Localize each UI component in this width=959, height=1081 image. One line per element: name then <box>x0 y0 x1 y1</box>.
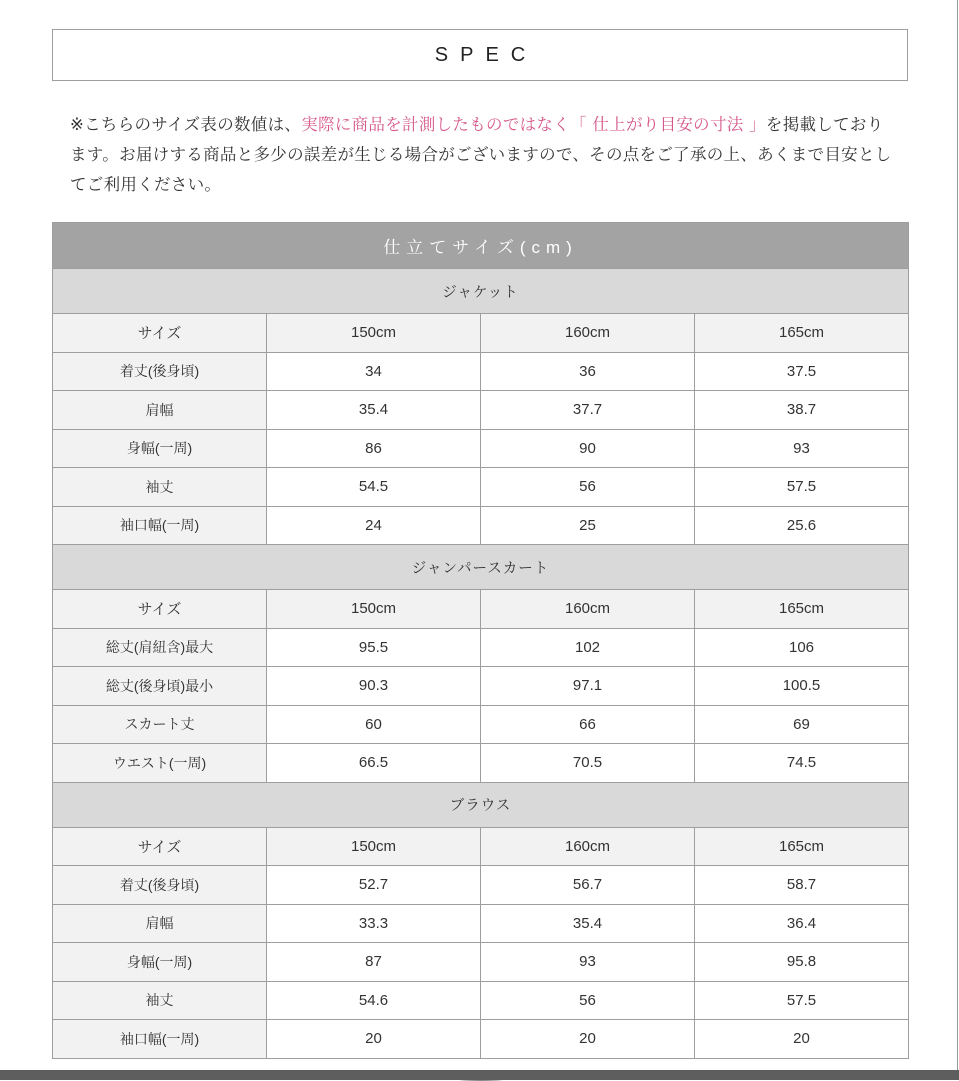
row-label: 総丈(肩紐含)最大 <box>53 628 267 667</box>
cell-value: 74.5 <box>695 744 909 783</box>
section-title: ブラウス <box>53 782 909 827</box>
size-160: 160cm <box>481 314 695 353</box>
cell-value: 66 <box>481 705 695 744</box>
note-highlight: 実際に商品を計測したものではなく「 仕上がり目安の寸法 」 <box>301 115 766 134</box>
size-header-row <box>53 827 909 866</box>
cell-value: 33.3 <box>267 904 481 943</box>
cell-value: 93 <box>481 943 695 982</box>
cell-value: 100.5 <box>695 667 909 706</box>
cell-value: 90 <box>481 429 695 468</box>
size-label: サイズ <box>53 827 267 866</box>
page-edge-divider <box>957 0 958 1070</box>
table-row <box>53 352 909 391</box>
table-row <box>53 667 909 706</box>
size-label: サイズ <box>53 590 267 629</box>
row-label: 総丈(後身頃)最小 <box>53 667 267 706</box>
size-165: 165cm <box>695 827 909 866</box>
bottom-bar <box>0 1070 959 1080</box>
row-label: 身幅(一周) <box>53 943 267 982</box>
cell-value: 52.7 <box>267 866 481 905</box>
row-label: 身幅(一周) <box>53 429 267 468</box>
cell-value: 20 <box>267 1020 481 1059</box>
page-title: SPEC <box>434 43 538 66</box>
section-header-jacket <box>53 269 909 314</box>
size-160: 160cm <box>481 827 695 866</box>
table-row <box>53 391 909 430</box>
cell-value: 93 <box>695 429 909 468</box>
row-label: 肩幅 <box>53 904 267 943</box>
table-row <box>53 904 909 943</box>
cell-value: 56 <box>481 468 695 507</box>
cell-value: 56 <box>481 981 695 1020</box>
cell-value: 57.5 <box>695 981 909 1020</box>
size-150: 150cm <box>267 590 481 629</box>
section-title: ジャンパースカート <box>53 545 909 590</box>
section-title: ジャケット <box>53 269 909 314</box>
note-prefix: ※こちらのサイズ表の数値は、 <box>70 115 302 134</box>
cell-value: 60 <box>267 705 481 744</box>
cell-value: 35.4 <box>267 391 481 430</box>
size-150: 150cm <box>267 827 481 866</box>
cell-value: 36 <box>481 352 695 391</box>
table-title: 仕立てサイズ(cm) <box>53 223 909 269</box>
row-label: 肩幅 <box>53 391 267 430</box>
cell-value: 24 <box>267 506 481 545</box>
cell-value: 34 <box>267 352 481 391</box>
table-title-row <box>53 223 909 269</box>
cell-value: 66.5 <box>267 744 481 783</box>
size-165: 165cm <box>695 314 909 353</box>
cell-value: 58.7 <box>695 866 909 905</box>
cell-value: 90.3 <box>267 667 481 706</box>
section-header-jumper-skirt <box>53 545 909 590</box>
table-row <box>53 866 909 905</box>
cell-value: 57.5 <box>695 468 909 507</box>
table-row <box>53 981 909 1020</box>
cell-value: 95.5 <box>267 628 481 667</box>
table-row <box>53 705 909 744</box>
size-160: 160cm <box>481 590 695 629</box>
table-row <box>53 506 909 545</box>
row-label: 着丈(後身頃) <box>53 866 267 905</box>
section-header-blouse <box>53 782 909 827</box>
spec-header-box <box>52 29 908 81</box>
cell-value: 20 <box>481 1020 695 1059</box>
cell-value: 106 <box>695 628 909 667</box>
cell-value: 56.7 <box>481 866 695 905</box>
cell-value: 37.7 <box>481 391 695 430</box>
cell-value: 86 <box>267 429 481 468</box>
cell-value: 36.4 <box>695 904 909 943</box>
row-label: 袖丈 <box>53 468 267 507</box>
cell-value: 95.8 <box>695 943 909 982</box>
cell-value: 38.7 <box>695 391 909 430</box>
cell-value: 35.4 <box>481 904 695 943</box>
row-label: 袖口幅(一周) <box>53 1020 267 1059</box>
row-label: スカート丈 <box>53 705 267 744</box>
size-label: サイズ <box>53 314 267 353</box>
row-label: 袖丈 <box>53 981 267 1020</box>
size-header-row <box>53 590 909 629</box>
cell-value: 25.6 <box>695 506 909 545</box>
cell-value: 87 <box>267 943 481 982</box>
table-row <box>53 943 909 982</box>
cell-value: 37.5 <box>695 352 909 391</box>
cell-value: 20 <box>695 1020 909 1059</box>
size-165: 165cm <box>695 590 909 629</box>
table-row <box>53 628 909 667</box>
cell-value: 97.1 <box>481 667 695 706</box>
cell-value: 69 <box>695 705 909 744</box>
cell-value: 70.5 <box>481 744 695 783</box>
note-suffix: を掲載しております。お届けする商品と多少の誤差が生じる場合がございますので、その点をご了承の上、あくまで目安としてご利用ください。 <box>70 115 892 194</box>
row-label: 袖口幅(一周) <box>53 506 267 545</box>
size-header-row <box>53 314 909 353</box>
cell-value: 54.6 <box>267 981 481 1020</box>
cell-value: 102 <box>481 628 695 667</box>
size-table <box>52 222 909 1059</box>
row-label: 着丈(後身頃) <box>53 352 267 391</box>
table-row <box>53 744 909 783</box>
table-row <box>53 468 909 507</box>
table-row <box>53 429 909 468</box>
size-150: 150cm <box>267 314 481 353</box>
size-disclaimer-note <box>70 110 900 200</box>
cell-value: 25 <box>481 506 695 545</box>
row-label: ウエスト(一周) <box>53 744 267 783</box>
cell-value: 54.5 <box>267 468 481 507</box>
